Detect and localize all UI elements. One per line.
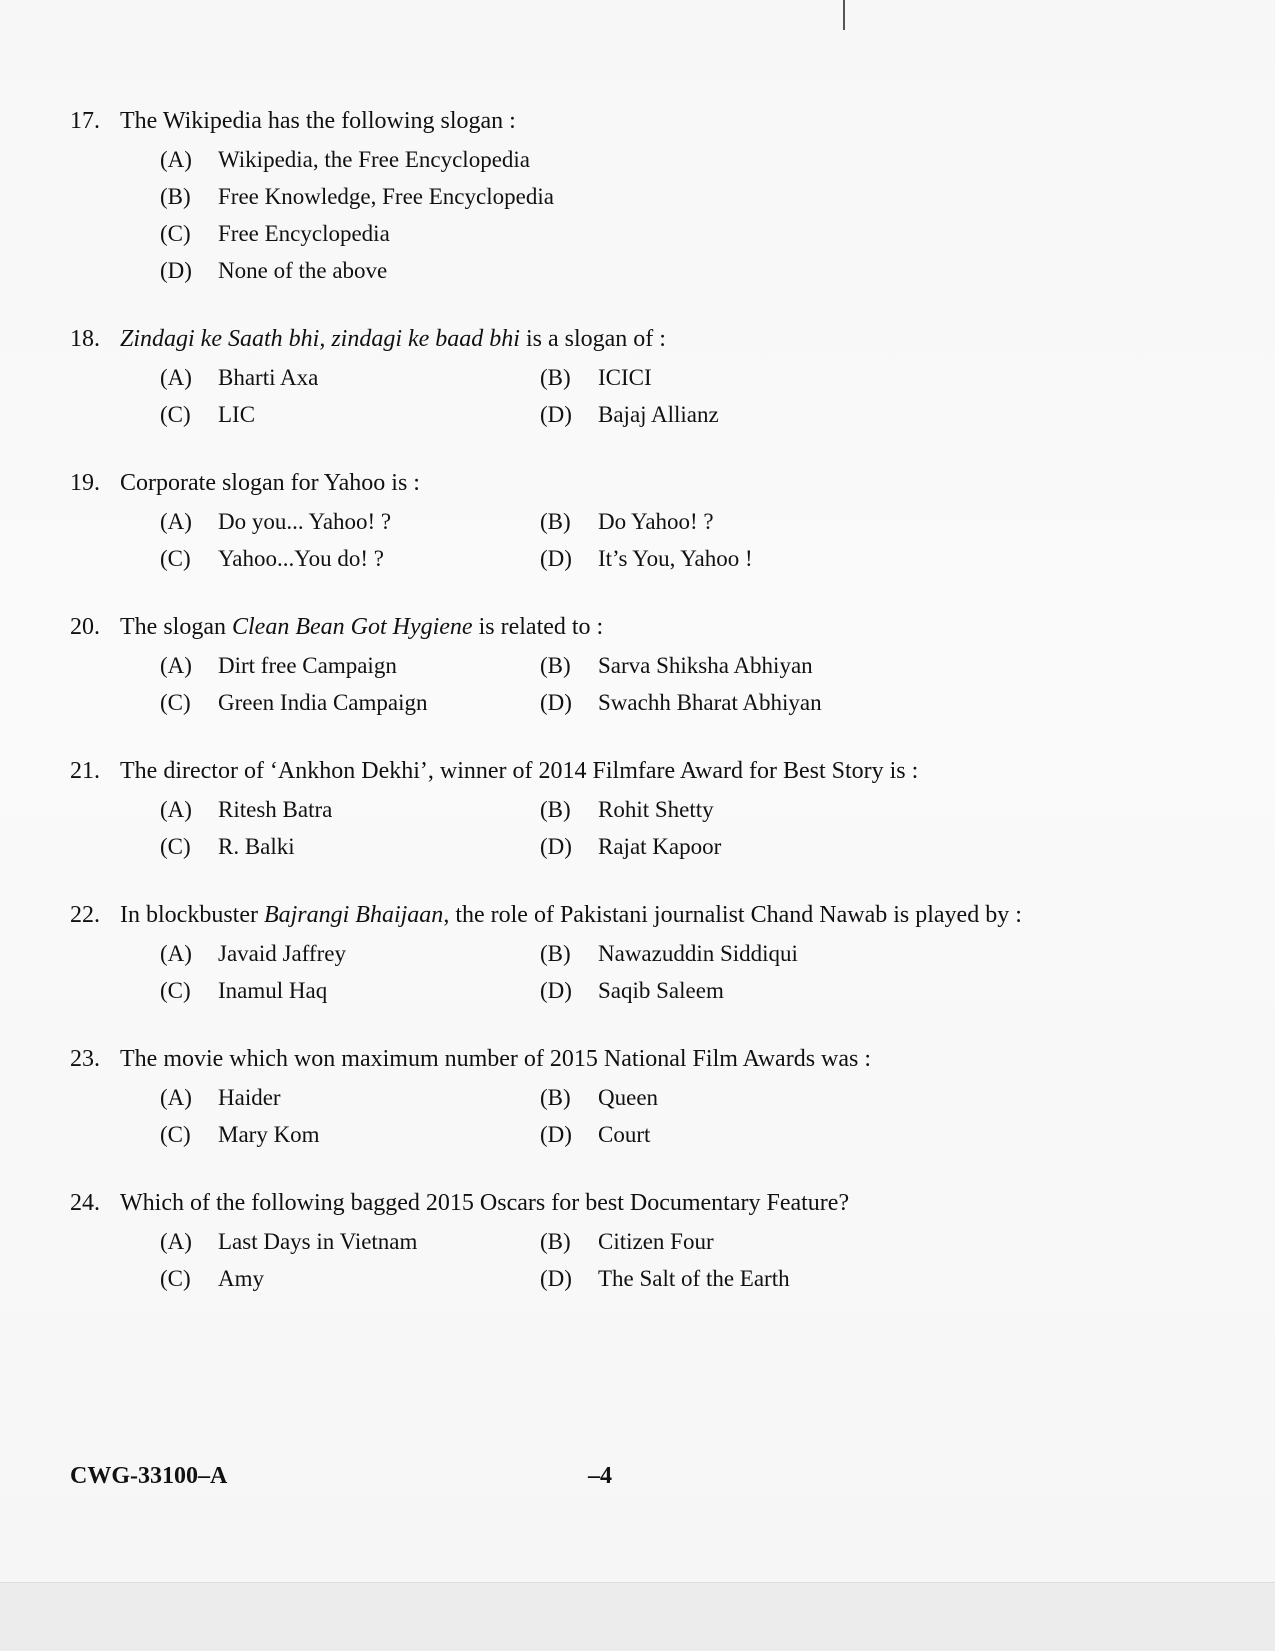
option-letter: (B) xyxy=(540,653,571,678)
option-row xyxy=(160,503,1190,540)
answer-option xyxy=(160,1079,540,1116)
answer-options xyxy=(160,503,1190,577)
option-row xyxy=(160,647,1190,684)
answer-option xyxy=(540,972,724,1009)
question-stem xyxy=(70,611,1190,643)
option-text: Dirt free Campaign xyxy=(218,653,397,678)
scan-mark xyxy=(843,0,845,30)
question-23 xyxy=(70,1043,1190,1153)
answer-options xyxy=(160,359,1190,433)
option-letter: (D) xyxy=(540,546,572,571)
answer-options xyxy=(160,935,1190,1009)
page-number: –4 xyxy=(588,1463,612,1489)
answer-option xyxy=(160,1260,540,1297)
option-letter: (B) xyxy=(540,365,571,390)
option-text: Sarva Shiksha Abhiyan xyxy=(598,653,813,678)
question-stem xyxy=(70,323,1190,355)
option-text: Saqib Saleem xyxy=(598,978,724,1003)
option-text: Ritesh Batra xyxy=(218,797,333,822)
answer-options xyxy=(160,1079,1190,1153)
question-text-part: The movie which won maximum number of 2015 National Film Awards was : xyxy=(120,1046,872,1072)
question-text xyxy=(120,467,1190,499)
question-number: 23. xyxy=(70,1046,100,1072)
answer-options xyxy=(160,647,1190,721)
question-number: 21. xyxy=(70,758,100,784)
option-text: Rohit Shetty xyxy=(598,797,714,822)
question-text xyxy=(120,323,1190,355)
option-text: Wikipedia, the Free Encyclopedia xyxy=(218,147,531,172)
question-text xyxy=(120,1043,1190,1075)
question-text-part: The director of ‘Ankhon Dekhi’, winner of 2014 Filmfare Award for Best Story is : xyxy=(120,758,919,784)
question-text-part: , the role of Pakistani journalist Chand Nawab is played by : xyxy=(443,902,1022,928)
answer-option xyxy=(540,359,652,396)
answer-option xyxy=(160,503,540,540)
question-stem xyxy=(70,755,1190,787)
answer-option xyxy=(160,1223,540,1260)
answer-option xyxy=(160,540,540,577)
option-letter: (A) xyxy=(160,1085,192,1110)
option-text: None of the above xyxy=(218,258,388,283)
question-17 xyxy=(70,105,1190,289)
question-number: 24. xyxy=(70,1190,100,1216)
option-letter: (C) xyxy=(160,690,191,715)
answer-option xyxy=(540,684,822,721)
option-text: Last Days in Vietnam xyxy=(218,1229,418,1254)
option-letter: (D) xyxy=(160,258,192,283)
option-letter: (B) xyxy=(540,509,571,534)
option-letter: (A) xyxy=(160,797,192,822)
question-text-part: is a slogan of : xyxy=(519,326,666,352)
option-letter: (A) xyxy=(160,941,192,966)
question-21 xyxy=(70,755,1190,865)
option-text: Citizen Four xyxy=(598,1229,714,1254)
option-letter: (B) xyxy=(540,1085,571,1110)
option-row xyxy=(160,1079,1190,1116)
answer-option xyxy=(540,1116,650,1153)
question-number: 22. xyxy=(70,902,100,928)
option-text: Inamul Haq xyxy=(218,978,328,1003)
question-number: 17. xyxy=(70,108,100,134)
option-letter: (C) xyxy=(160,221,191,246)
option-text: Nawazuddin Siddiqui xyxy=(598,941,798,966)
option-row xyxy=(160,684,1190,721)
option-row xyxy=(160,215,1190,252)
answer-option xyxy=(160,647,540,684)
answer-option xyxy=(540,503,714,540)
option-row xyxy=(160,396,1190,433)
option-row xyxy=(160,828,1190,865)
option-text: Yahoo...You do! ? xyxy=(218,546,384,571)
question-number: 19. xyxy=(70,470,100,496)
option-row xyxy=(160,178,1190,215)
option-letter: (B) xyxy=(540,1229,571,1254)
option-row xyxy=(160,935,1190,972)
question-number: 18. xyxy=(70,326,100,352)
answer-option xyxy=(540,1260,790,1297)
question-text-part: Corporate slogan for Yahoo is : xyxy=(120,470,420,496)
option-letter: (D) xyxy=(540,978,572,1003)
question-stem xyxy=(70,899,1190,931)
option-letter: (A) xyxy=(160,653,192,678)
option-letter: (C) xyxy=(160,402,191,427)
option-letter: (A) xyxy=(160,1229,192,1254)
option-letter: (D) xyxy=(540,402,572,427)
option-text: Free Knowledge, Free Encyclopedia xyxy=(218,184,554,209)
answer-option xyxy=(160,684,540,721)
question-list xyxy=(70,105,1190,1331)
option-letter: (D) xyxy=(540,834,572,859)
option-letter: (C) xyxy=(160,978,191,1003)
option-text: ICICI xyxy=(598,365,652,390)
option-text: Free Encyclopedia xyxy=(218,221,390,246)
option-text: Mary Kom xyxy=(218,1122,320,1147)
answer-option xyxy=(160,215,390,252)
option-text: Swachh Bharat Abhiyan xyxy=(598,690,822,715)
answer-option xyxy=(540,935,798,972)
question-text-part: Which of the following bagged 2015 Oscars for best Documentary Feature? xyxy=(120,1190,850,1216)
question-22 xyxy=(70,899,1190,1009)
option-letter: (C) xyxy=(160,546,191,571)
question-18 xyxy=(70,323,1190,433)
answer-option xyxy=(160,972,540,1009)
question-text xyxy=(120,611,1190,643)
answer-option xyxy=(540,1079,658,1116)
answer-option xyxy=(160,1116,540,1153)
question-text-italic: Clean Bean Got Hygiene xyxy=(231,614,473,640)
question-text xyxy=(120,899,1190,931)
question-text xyxy=(120,755,1190,787)
option-row xyxy=(160,972,1190,1009)
option-text: Javaid Jaffrey xyxy=(218,941,346,966)
option-text: Do you... Yahoo! ? xyxy=(218,509,392,534)
answer-option xyxy=(160,141,530,178)
answer-option xyxy=(540,647,813,684)
question-text xyxy=(120,1187,1190,1219)
option-row xyxy=(160,1223,1190,1260)
question-text-part: The slogan xyxy=(120,614,232,640)
option-letter: (C) xyxy=(160,1266,191,1291)
option-text: Court xyxy=(598,1122,651,1147)
option-row xyxy=(160,359,1190,396)
option-row xyxy=(160,1116,1190,1153)
option-row xyxy=(160,252,1190,289)
answer-option xyxy=(540,396,719,433)
answer-option xyxy=(160,935,540,972)
option-letter: (C) xyxy=(160,1122,191,1147)
question-text-part: In blockbuster xyxy=(120,902,264,928)
answer-options xyxy=(160,791,1190,865)
answer-option xyxy=(540,791,714,828)
paper-code: CWG-33100–A xyxy=(70,1463,228,1489)
option-letter: (A) xyxy=(160,365,192,390)
question-20 xyxy=(70,611,1190,721)
answer-option xyxy=(540,828,721,865)
option-letter: (D) xyxy=(540,690,572,715)
option-row xyxy=(160,540,1190,577)
option-text: It’s You, Yahoo ! xyxy=(598,546,753,571)
option-letter: (B) xyxy=(540,797,571,822)
question-text-part: is related to : xyxy=(472,614,604,640)
question-number: 20. xyxy=(70,614,100,640)
option-letter: (C) xyxy=(160,834,191,859)
question-stem xyxy=(70,467,1190,499)
question-19 xyxy=(70,467,1190,577)
option-letter: (D) xyxy=(540,1122,572,1147)
option-text: LIC xyxy=(218,402,256,427)
option-text: R. Balki xyxy=(218,834,295,859)
option-letter: (A) xyxy=(160,147,192,172)
option-text: Amy xyxy=(218,1266,264,1291)
answer-option xyxy=(160,178,554,215)
question-text-part: The Wikipedia has the following slogan : xyxy=(120,108,516,134)
option-text: Bajaj Allianz xyxy=(598,402,719,427)
answer-option xyxy=(160,359,540,396)
option-letter: (B) xyxy=(160,184,191,209)
answer-option xyxy=(160,252,387,289)
answer-option xyxy=(160,791,540,828)
option-text: Queen xyxy=(598,1085,659,1110)
option-letter: (A) xyxy=(160,509,192,534)
question-stem xyxy=(70,1043,1190,1075)
answer-option xyxy=(160,828,540,865)
question-text-italic: Zindagi ke Saath bhi, zindagi ke baad bhi xyxy=(120,326,520,352)
answer-options xyxy=(160,1223,1190,1297)
option-text: Green India Campaign xyxy=(218,690,428,715)
option-text: The Salt of the Earth xyxy=(598,1266,790,1291)
option-text: Do Yahoo! ? xyxy=(598,509,714,534)
answer-option xyxy=(540,1223,714,1260)
answer-option xyxy=(540,540,753,577)
option-row xyxy=(160,141,1190,178)
question-text xyxy=(120,105,1190,137)
option-text: Rajat Kapoor xyxy=(598,834,722,859)
option-row xyxy=(160,791,1190,828)
option-text: Haider xyxy=(218,1085,281,1110)
option-text: Bharti Axa xyxy=(218,365,319,390)
option-row xyxy=(160,1260,1190,1297)
scan-bottom-edge xyxy=(0,1582,1275,1651)
question-24 xyxy=(70,1187,1190,1297)
question-stem xyxy=(70,105,1190,137)
question-stem xyxy=(70,1187,1190,1219)
answer-option xyxy=(160,396,540,433)
option-letter: (D) xyxy=(540,1266,572,1291)
answer-options xyxy=(160,141,1190,289)
option-letter: (B) xyxy=(540,941,571,966)
question-text-italic: Bajrangi Bhaijaan xyxy=(263,902,444,928)
